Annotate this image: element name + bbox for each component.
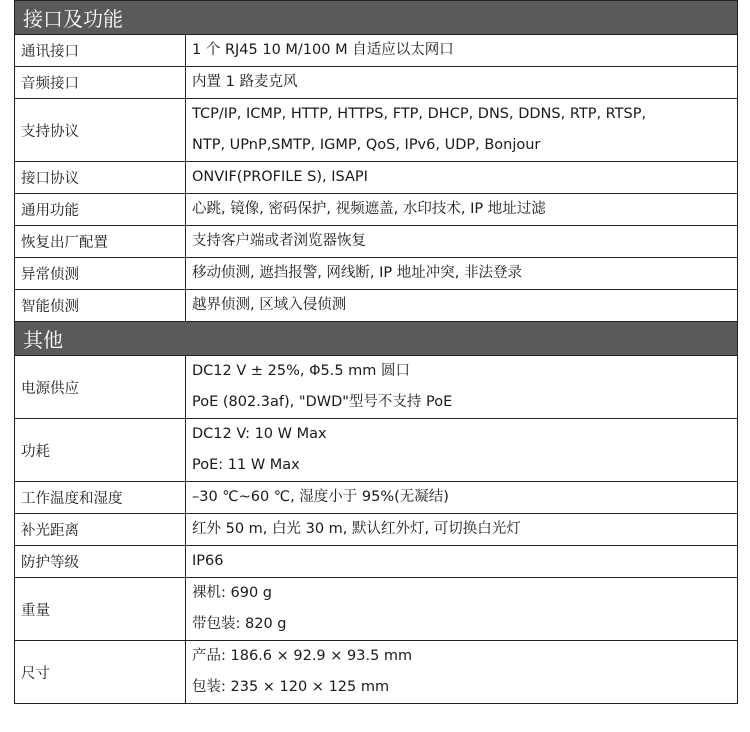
- spec-value-line: 心跳, 镜像, 密码保护, 视频遮盖, 水印技术, IP 地址过滤: [192, 201, 546, 217]
- spec-value: [186, 641, 738, 704]
- spec-label: 支持协议: [15, 99, 186, 162]
- spec-row: [15, 290, 738, 322]
- spec-value-line: DC12 V: 10 W Max: [192, 426, 327, 442]
- spec-value-line: TCP/IP, ICMP, HTTP, HTTPS, FTP, DHCP, DNS, DDNS, RTP, RTSP,: [192, 106, 647, 122]
- spec-value: [186, 578, 738, 641]
- spec-label: 电源供应: [15, 356, 186, 419]
- spec-table-body: [15, 1, 738, 704]
- spec-value-line: 包装: 235 × 120 × 125 mm: [192, 679, 390, 695]
- spec-label: 补光距离: [15, 514, 186, 546]
- spec-value-line: 内置 1 路麦克风: [192, 74, 298, 90]
- spec-value: [186, 419, 738, 482]
- spec-value-line: 产品: 186.6 × 92.9 × 93.5 mm: [192, 648, 413, 664]
- spec-value-line: NTP, UPnP,SMTP, IGMP, QoS, IPv6, UDP, Bonjour: [192, 137, 541, 153]
- spec-value-line: DC12 V ± 25%, Φ5.5 mm 圆口: [192, 363, 411, 379]
- section-header: [15, 322, 738, 356]
- spec-value: [186, 162, 738, 194]
- spec-row: [15, 162, 738, 194]
- spec-value: [186, 99, 738, 162]
- spec-row: [15, 578, 738, 641]
- spec-value-line: ONVIF(PROFILE S), ISAPI: [192, 169, 368, 185]
- spec-value: [186, 290, 738, 322]
- spec-value: [186, 482, 738, 514]
- spec-row: [15, 226, 738, 258]
- spec-label: 音频接口: [15, 67, 186, 99]
- spec-value: [186, 546, 738, 578]
- spec-row: [15, 356, 738, 419]
- spec-label: 尺寸: [15, 641, 186, 704]
- spec-value: [186, 514, 738, 546]
- spec-value-line: PoE (802.3af), "DWD"型号不支持 PoE: [192, 394, 453, 410]
- spec-row: [15, 546, 738, 578]
- spec-value-line: 红外 50 m, 白光 30 m, 默认红外灯, 可切换白光灯: [192, 521, 521, 537]
- spec-row: [15, 67, 738, 99]
- spec-label: 恢复出厂配置: [15, 226, 186, 258]
- spec-label: 智能侦测: [15, 290, 186, 322]
- section-title: 其他: [15, 322, 738, 356]
- spec-row: [15, 482, 738, 514]
- spec-value: [186, 356, 738, 419]
- spec-label: 防护等级: [15, 546, 186, 578]
- spec-row: [15, 419, 738, 482]
- spec-label: 接口协议: [15, 162, 186, 194]
- spec-label: 工作温度和湿度: [15, 482, 186, 514]
- spec-value: [186, 226, 738, 258]
- spec-row: [15, 514, 738, 546]
- spec-row: [15, 99, 738, 162]
- spec-label: 通讯接口: [15, 35, 186, 67]
- spec-value-line: –30 ℃~60 ℃, 湿度小于 95%(无凝结): [192, 489, 449, 505]
- section-title: 接口及功能: [15, 1, 738, 35]
- spec-row: [15, 258, 738, 290]
- spec-value: [186, 194, 738, 226]
- spec-label: 重量: [15, 578, 186, 641]
- spec-value-line: 带包装: 820 g: [192, 616, 287, 632]
- spec-value-line: 越界侦测, 区域入侵侦测: [192, 297, 347, 313]
- spec-value-line: 支持客户端或者浏览器恢复: [192, 233, 366, 249]
- spec-row: [15, 641, 738, 704]
- spec-value: [186, 35, 738, 67]
- spec-table: [14, 0, 738, 704]
- spec-value-line: 移动侦测, 遮挡报警, 网线断, IP 地址冲突, 非法登录: [192, 265, 523, 281]
- spec-row: [15, 194, 738, 226]
- spec-label: 通用功能: [15, 194, 186, 226]
- spec-value-line: 裸机: 690 g: [192, 585, 272, 601]
- spec-row: [15, 35, 738, 67]
- spec-value-line: PoE: 11 W Max: [192, 457, 300, 473]
- section-header: [15, 1, 738, 35]
- spec-value-line: 1 个 RJ45 10 M/100 M 自适应以太网口: [192, 42, 454, 58]
- spec-label: 功耗: [15, 419, 186, 482]
- spec-value: [186, 67, 738, 99]
- spec-value-line: IP66: [192, 553, 224, 569]
- spec-label: 异常侦测: [15, 258, 186, 290]
- spec-value: [186, 258, 738, 290]
